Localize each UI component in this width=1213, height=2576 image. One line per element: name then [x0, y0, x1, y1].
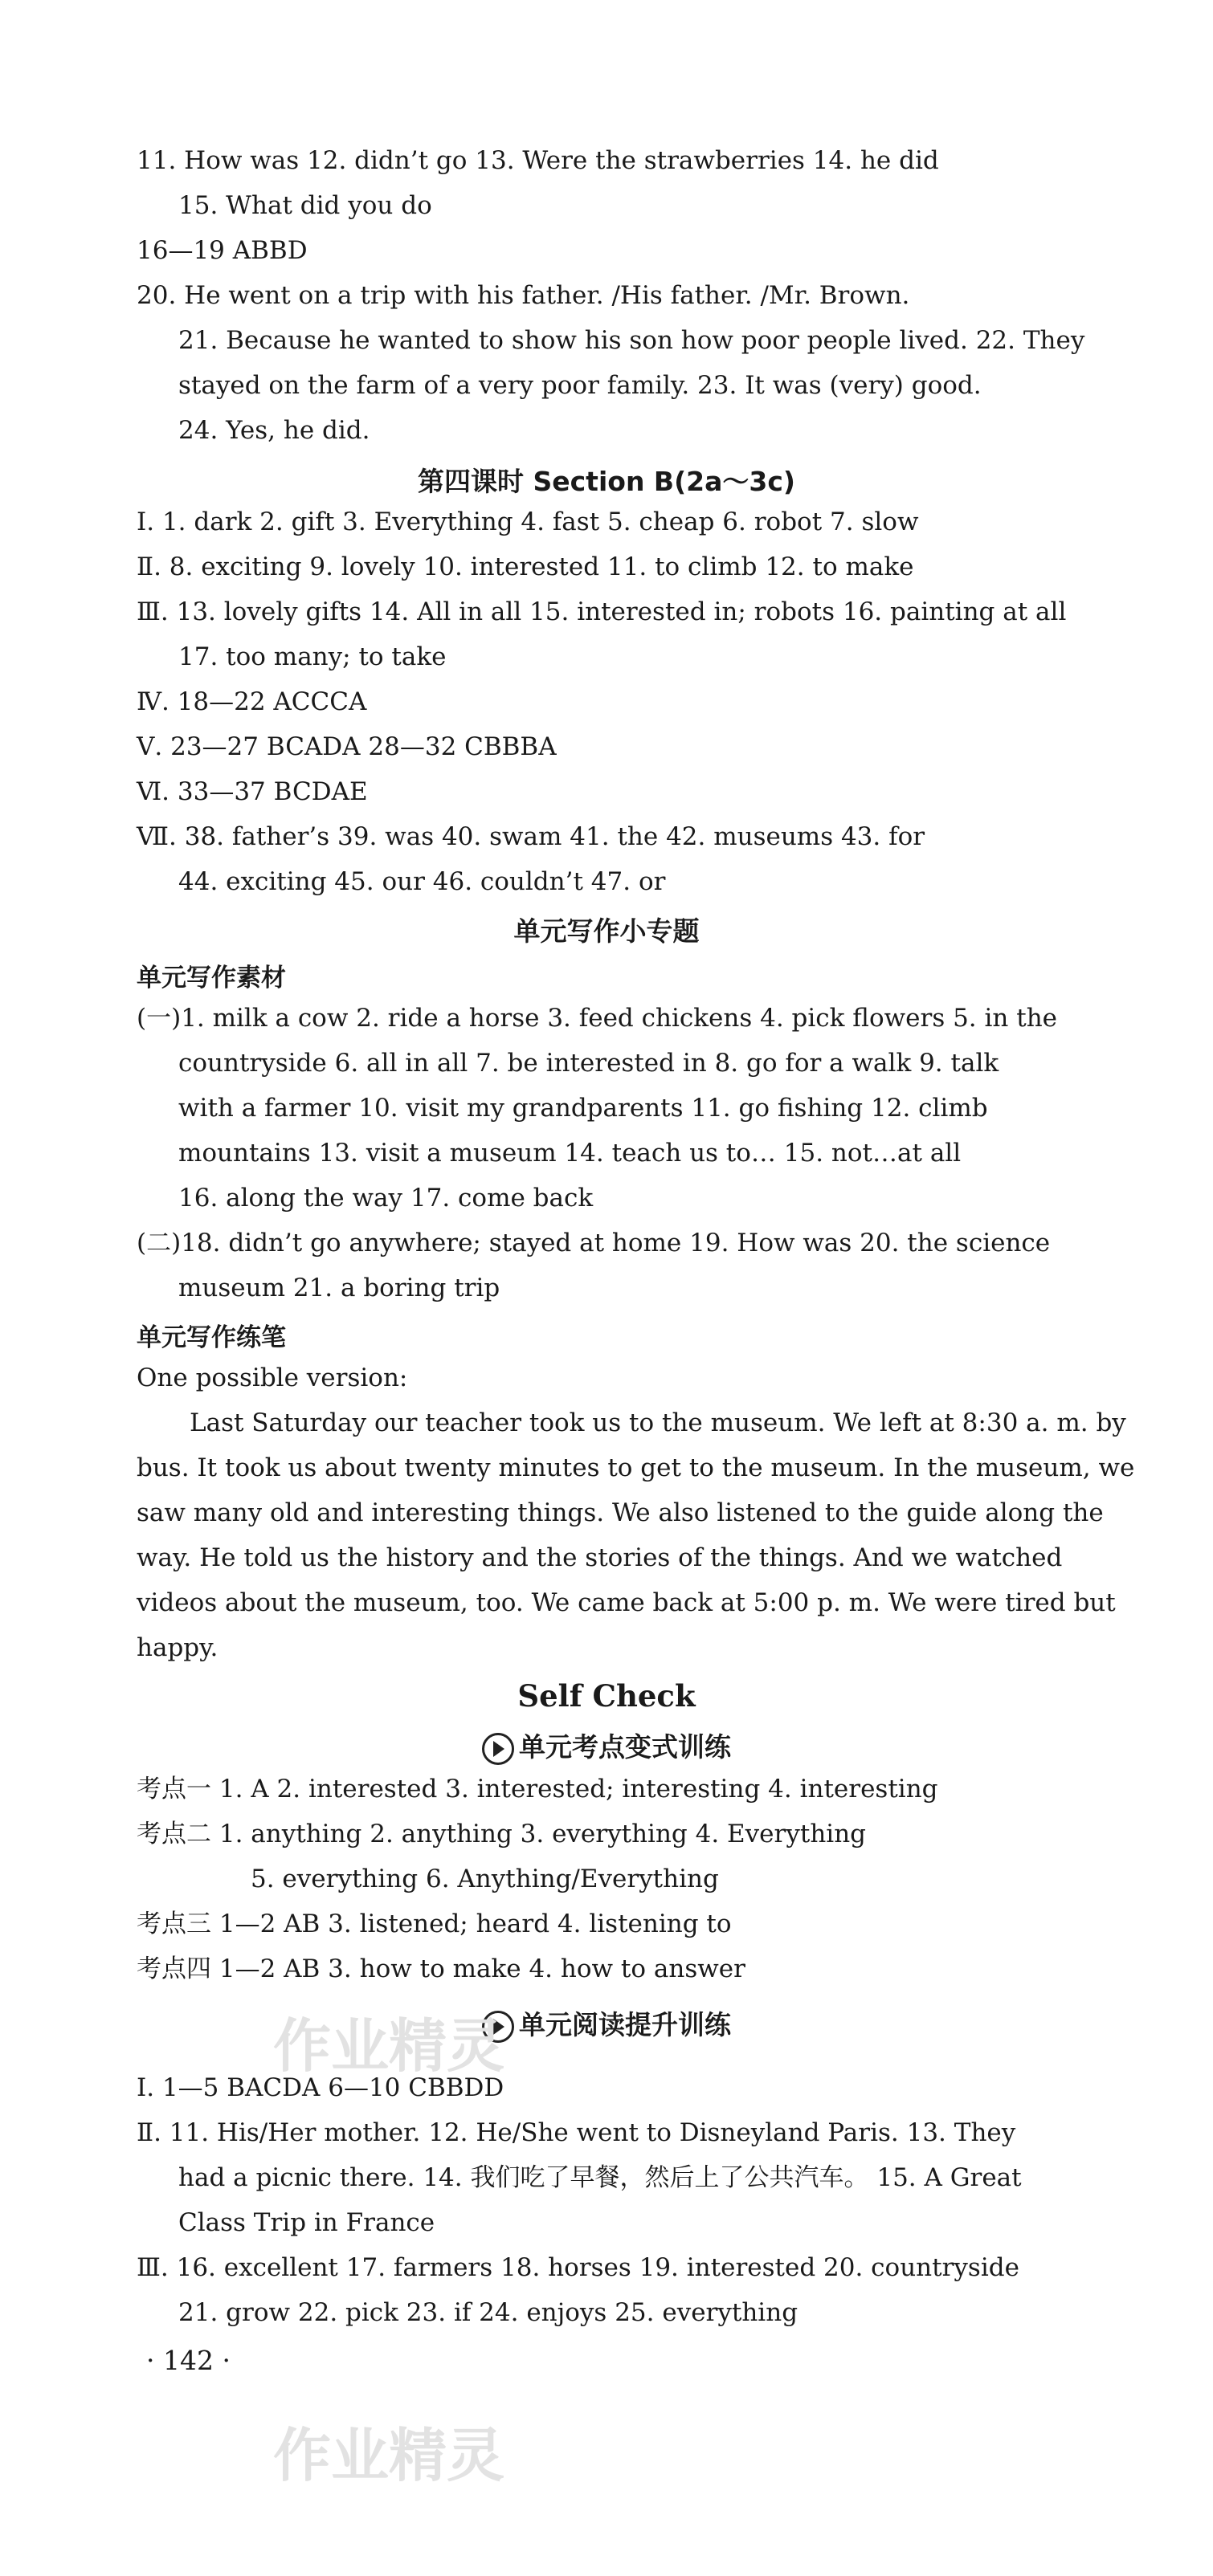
paragraph-line: saw many old and interesting things. We also listened to the guide along the [137, 1498, 1104, 1527]
line: Ⅱ. 11. His/Her mother. 12. He/She went to Disneyland Paris. 13. They [137, 2118, 1016, 2147]
line: Ⅳ. 18—22 ACCCA [137, 687, 367, 716]
sub-heading [0, 1726, 1213, 1765]
section-heading: 第四课时 Section B(2a～3c) [417, 466, 795, 497]
line: 21. Because he wanted to show his son how poor people lived. 22. They [178, 326, 1085, 355]
line: had a picnic there. 14. 我们吃了早餐，然后上了公共汽车。 15. A Great [178, 2163, 1022, 2192]
line: Ⅱ. 8. exciting 9. lovely 10. interested 11. to climb 12. to make [137, 552, 914, 581]
watermark: 作业精灵 [273, 2422, 505, 2489]
line: 11. How was 12. didn’t go 13. Were the strawberries 14. he did [137, 146, 939, 175]
sub-heading [0, 2004, 1213, 2043]
line: mountains 13. visit a museum 14. teach us to… 15. not…at all [178, 1139, 962, 1168]
line: Class Trip in France [178, 2208, 435, 2237]
paragraph-line: Last Saturday our teacher took us to the museum. We left at 8:30 a. m. by [190, 1408, 1126, 1437]
line: Ⅰ. 1. dark 2. gift 3. Everything 4. fast 5. cheap 6. robot 7. slow [137, 507, 919, 536]
line: (一)1. milk a cow 2. ride a horse 3. feed chickens 4. pick flowers 5. in the [137, 1004, 1058, 1033]
line: Ⅲ. 16. excellent 17. farmers 18. horses 19. interested 20. countryside [137, 2253, 1019, 2282]
section-heading: 单元写作小专题 [513, 915, 700, 947]
play-circle-icon [482, 1733, 514, 1765]
paragraph-line: videos about the museum, too. We came back at 5:00 p. m. We were tired but [137, 1588, 1116, 1617]
line: 16—19 ABBD [137, 236, 308, 265]
line: 44. exciting 45. our 46. couldn’t 47. or [178, 867, 666, 896]
line: One possible version: [137, 1363, 408, 1392]
line: (二)18. didn’t go anywhere; stayed at home 19. How was 20. the science [137, 1229, 1051, 1257]
line: 考点一 1. A 2. interested 3. interested; interesting 4. interesting [137, 1775, 938, 1804]
paragraph-line: way. He told us the history and the stories of the things. And we watched [137, 1543, 1063, 1572]
watermark: 作业精灵 [273, 2012, 505, 2080]
section-heading: Self Check [517, 1678, 696, 1714]
line: 考点二 1. anything 2. anything 3. everything 4. Everything [137, 1820, 867, 1848]
line: 15. What did you do [178, 191, 432, 220]
line: Ⅴ. 23—27 BCADA 28—32 CBBBA [137, 732, 557, 761]
sub-heading: 单元写作练笔 [137, 1323, 286, 1352]
line: 考点三 1—2 AB 3. listened; heard 4. listening to [137, 1910, 732, 1938]
paragraph-line: bus. It took us about twenty minutes to get to the museum. In the museum, we [137, 1453, 1135, 1482]
line: stayed on the farm of a very poor family. 23. It was (very) good. [178, 371, 982, 400]
line: 21. grow 22. pick 23. if 24. enjoys 25. everything [178, 2298, 798, 2327]
sub-heading: 单元写作素材 [137, 964, 286, 992]
line: 17. too many; to take [178, 642, 447, 671]
line: Ⅲ. 13. lovely gifts 14. All in all 15. interested in; robots 16. painting at all [137, 597, 1067, 626]
line: 5. everything 6. Anything/Everything [251, 1865, 719, 1893]
line: museum 21. a boring trip [178, 1274, 500, 1302]
sub-heading-label: 单元考点变式训练 [519, 1731, 731, 1763]
line: Ⅰ. 1—5 BACDA 6—10 CBBDD [137, 2073, 504, 2102]
line: 16. along the way 17. come back [178, 1184, 594, 1213]
sub-heading-label: 单元阅读提升训练 [519, 2009, 731, 2040]
line: Ⅶ. 38. father’s 39. was 40. swam 41. the 42. museums 43. for [137, 822, 925, 851]
line: 24. Yes, he did. [178, 416, 370, 445]
line: with a farmer 10. visit my grandparents 11. go fishing 12. climb [178, 1094, 988, 1123]
line: 20. He went on a trip with his father. /His father. /Mr. Brown. [137, 281, 910, 310]
line: countryside 6. all in all 7. be interested in 8. go for a walk 9. talk [178, 1049, 999, 1078]
paragraph-line: happy. [137, 1633, 219, 1662]
line: Ⅵ. 33—37 BCDAE [137, 777, 368, 806]
line: 考点四 1—2 AB 3. how to make 4. how to answer [137, 1954, 745, 1983]
page-number: · 142 · [146, 2345, 231, 2376]
